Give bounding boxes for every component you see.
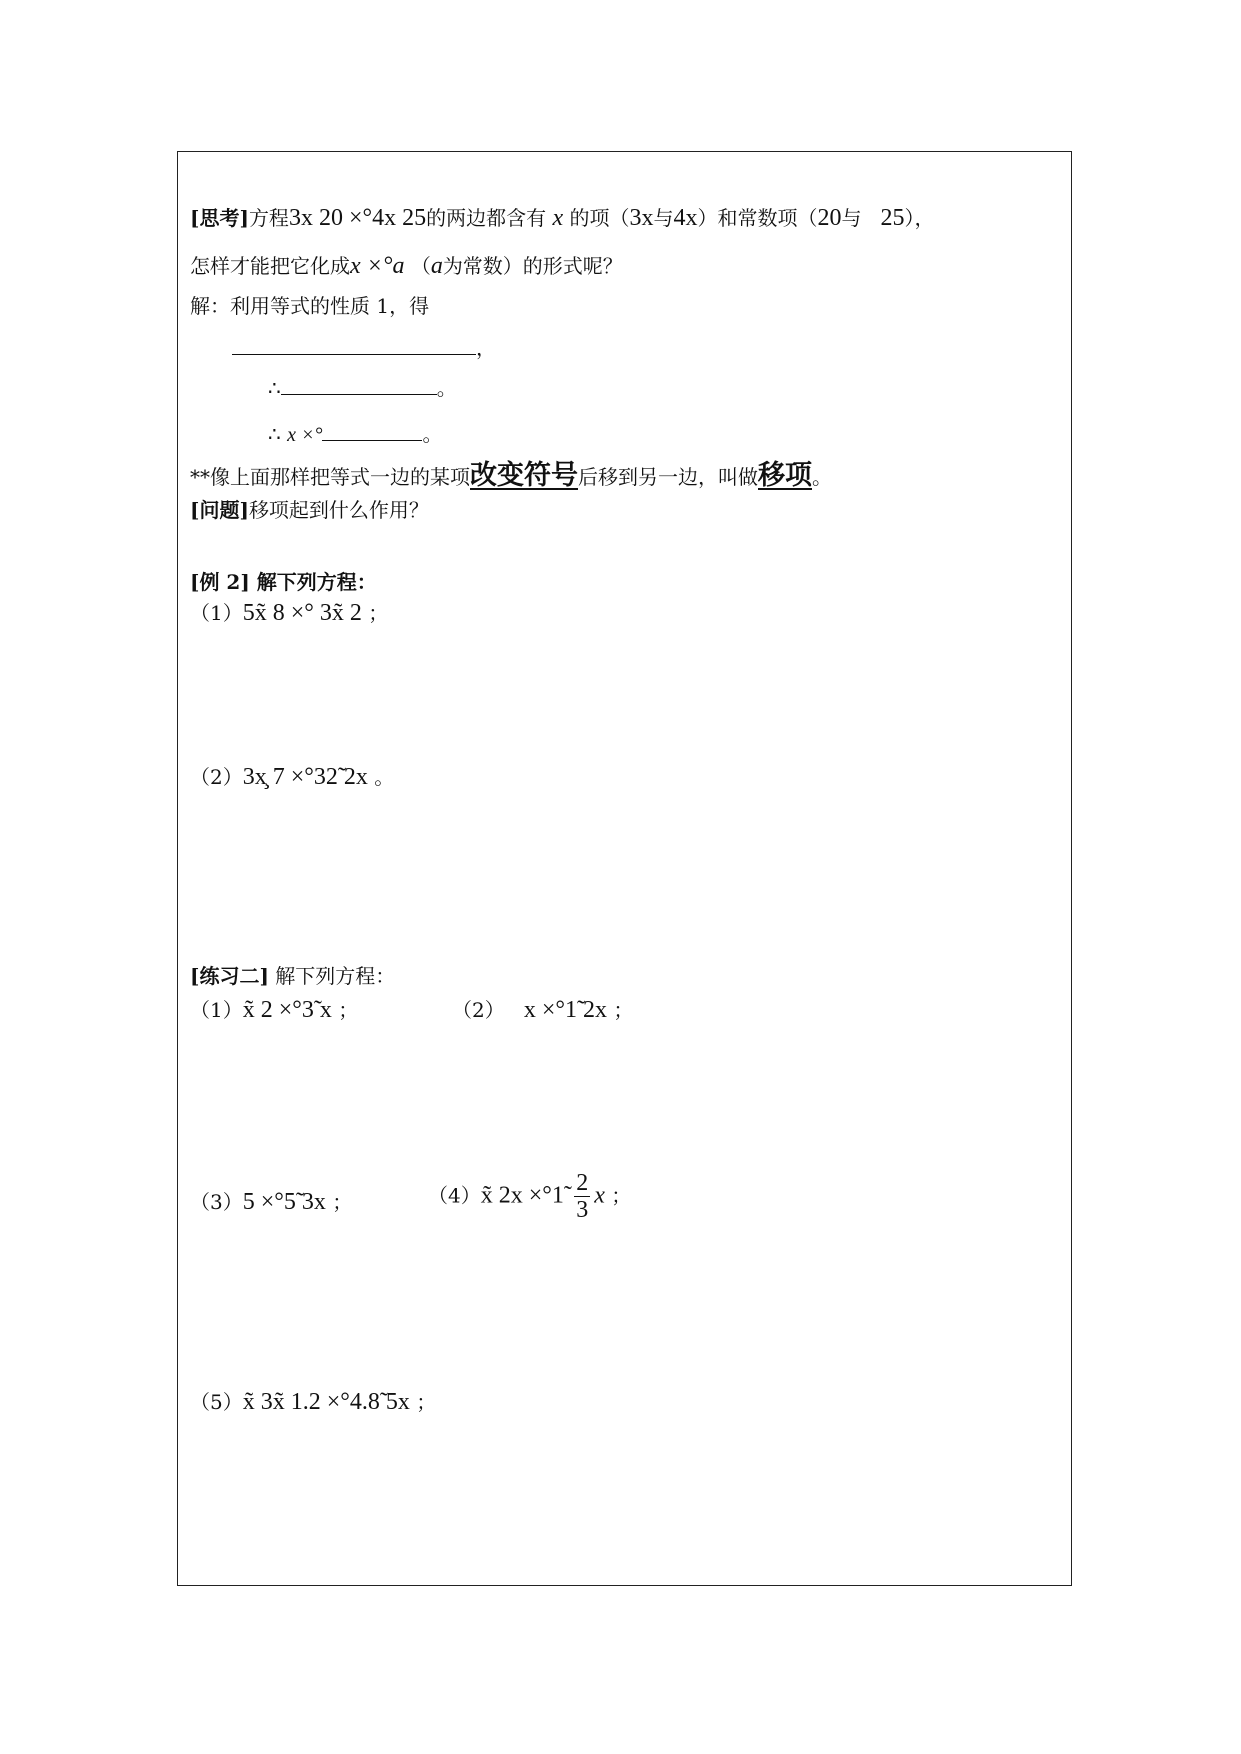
problem-equation: x ×°1̃ 2x (523, 997, 607, 1023)
think-text: 方程 (248, 206, 289, 230)
question-text: 移项起到什么作用？ (248, 498, 429, 522)
think-text: 的两边都含有 (426, 206, 547, 230)
target-form: x ×°a (350, 253, 405, 279)
answer-blank[interactable] (281, 376, 437, 395)
practice2-problem1 (190, 998, 358, 1022)
punctuation: ； (332, 1190, 353, 1214)
punctuation: ； (338, 998, 359, 1022)
think-text: （ (410, 254, 431, 278)
think-paragraph-line2 (190, 254, 623, 278)
problem-label: （2） (190, 765, 243, 789)
think-text: 与 (841, 206, 862, 230)
example2-problem2 (190, 765, 394, 789)
example2-title: [例 2] 解下列方程： (190, 570, 377, 594)
problem-equation: x̃ 2 ×°3̃ x (242, 997, 332, 1023)
punctuation: 。 (374, 765, 395, 789)
comma: ， (476, 336, 496, 360)
problem-label: （5） (190, 1390, 243, 1414)
practice2-problem5 (190, 1390, 436, 1414)
answer-blank[interactable] (322, 422, 422, 441)
problem-label: （1） (190, 601, 243, 625)
problem-equation: 5x̃ 8 ×° 3x̃ 2 (242, 600, 362, 626)
problem-equation: x̃ 2x ×°1̃ (480, 1182, 564, 1209)
think-paragraph-line1 (190, 206, 935, 230)
think-text: 的项（ (569, 206, 630, 230)
variable-x: x (594, 1182, 605, 1209)
period: 。 (436, 376, 457, 400)
term-4x: 4x (673, 205, 698, 231)
fraction-two-thirds (574, 1170, 590, 1224)
think-text: 与 (653, 206, 674, 230)
answer-blank[interactable] (232, 336, 476, 355)
keyword-transposition: 移项 (758, 460, 812, 491)
therefore-symbol: ∴ (268, 376, 281, 400)
note-text: 。 (812, 465, 832, 489)
note-transposition (190, 462, 832, 489)
fraction-numerator: 2 (576, 1170, 589, 1196)
therefore-symbol: ∴ (268, 422, 281, 446)
punctuation: ； (416, 1390, 437, 1414)
practice2-problem3 (190, 1190, 352, 1214)
period: 。 (422, 422, 443, 446)
variable-x: x (552, 205, 564, 231)
think-text: 怎样才能把它化成 (190, 254, 350, 278)
practice2-problem2 (452, 998, 633, 1022)
practice2-title (190, 966, 395, 986)
page-border-frame (177, 151, 1072, 1586)
problem-equation: x̃ 3x̃ 1.2 ×°4.8̃ 5x (242, 1389, 410, 1415)
practice-text: 解下列方程： (268, 964, 396, 988)
think-tag: [思考] (190, 206, 249, 230)
think-text: ）和常数项（ (697, 206, 818, 230)
const-25: 25 (880, 205, 905, 231)
problem-label: （2） (452, 998, 505, 1022)
solution-step3 (268, 422, 442, 445)
problem-label: （3） (190, 1190, 243, 1214)
example2-problem1 (190, 601, 388, 625)
variable-a: a (430, 253, 443, 279)
term-3x: 3x (629, 205, 654, 231)
x-equals: x ×° (287, 424, 323, 446)
solution-step1 (232, 336, 496, 358)
punctuation: ； (368, 601, 389, 625)
keyword-change-sign: 改变符号 (470, 460, 578, 491)
think-text: ）， (904, 206, 935, 230)
practice2-problem4 (428, 1170, 631, 1224)
problem-label: （4） (428, 1183, 481, 1208)
solution-intro: 解：利用等式的性质 1，得 (190, 294, 430, 318)
problem-equation: 5 ×°5̃ 3x (242, 1189, 326, 1215)
solution-step2 (268, 376, 457, 398)
problem-equation: 3x̧ 7 ×°32̃ 2x (242, 764, 368, 790)
const-20: 20 (817, 205, 842, 231)
punctuation: ； (613, 998, 634, 1022)
practice-tag: [练习二] (190, 964, 269, 988)
problem-label: （1） (190, 998, 243, 1022)
question-line (190, 500, 429, 520)
question-tag: [问题] (190, 498, 249, 522)
note-text: 后移到另一边，叫做 (578, 465, 758, 489)
think-text: 为常数）的形式呢？ (442, 254, 623, 278)
punctuation: ； (611, 1183, 632, 1208)
fraction-denominator: 3 (576, 1197, 589, 1224)
note-text: **像上面那样把等式一边的某项 (190, 465, 470, 489)
equation-main: 3x 20 ×°4x 25 (288, 205, 427, 231)
